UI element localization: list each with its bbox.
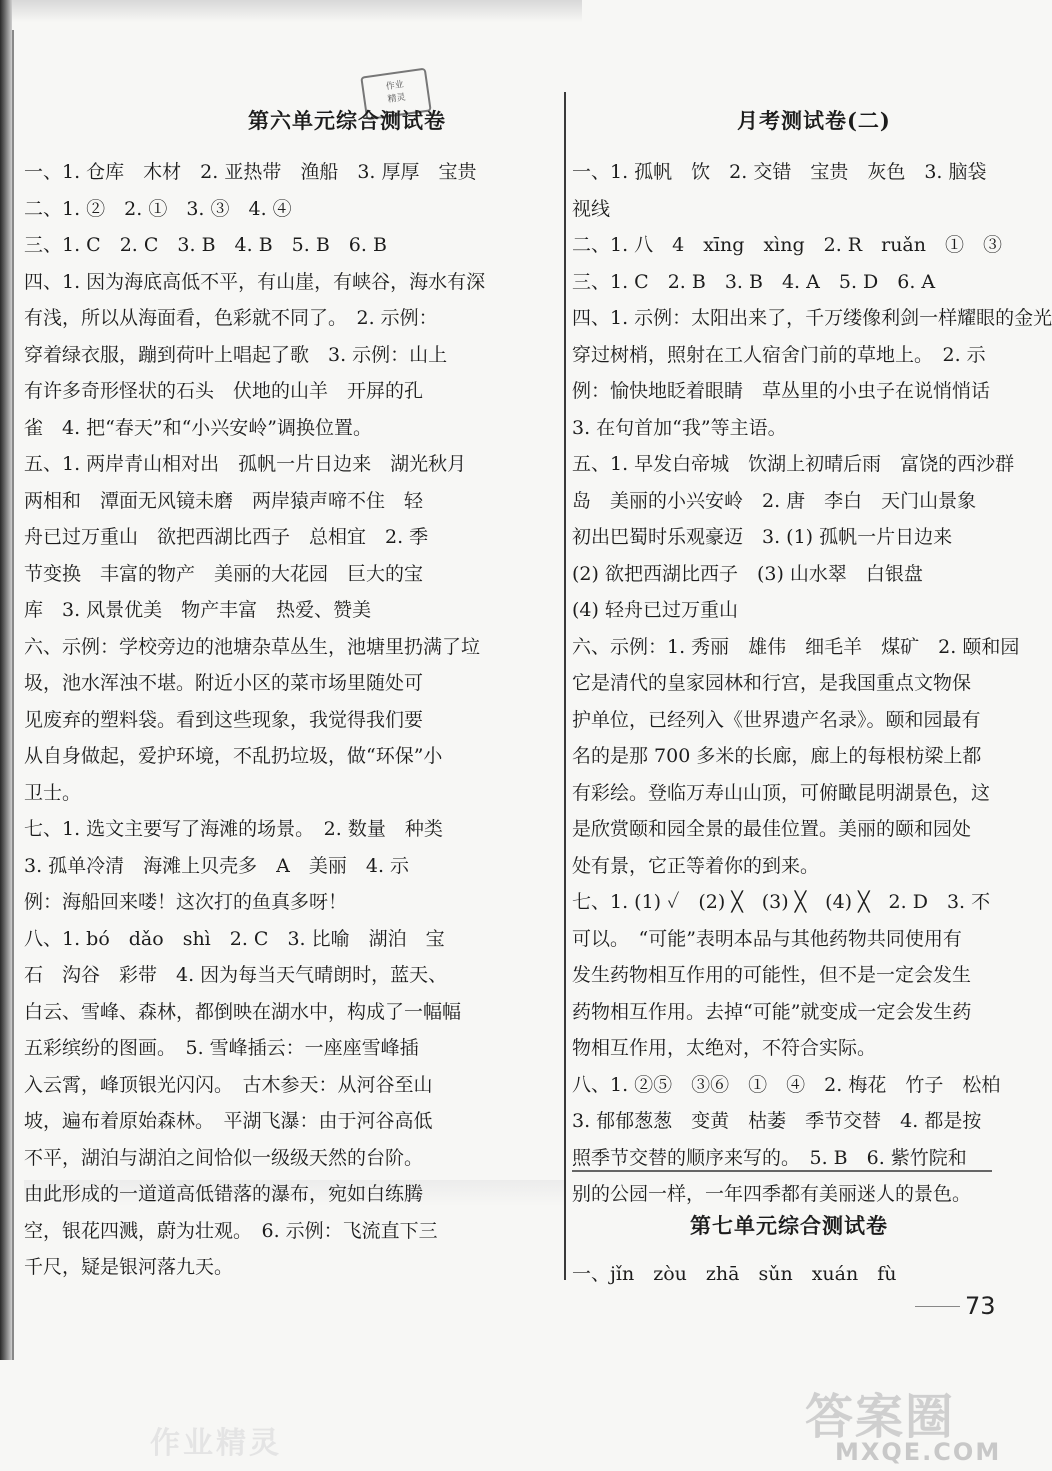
right-answer-line: 五、1. 早发白帝城 饮湖上初晴后雨 富饶的西沙群 xyxy=(572,453,1015,475)
left-margin-rule xyxy=(12,30,14,1360)
left-answer-line: 例：海船回来喽！这次打的鱼真多呀！ xyxy=(24,891,348,913)
left-answer-line: 有浅，所以从海面看，色彩就不同了。 2. 示例： xyxy=(24,307,438,329)
left-answer-line: 见废弃的塑料袋。看到这些现象，我觉得我们要 xyxy=(24,708,424,731)
page-number-rule xyxy=(915,1306,960,1307)
right-answer-line: 六、示例：1. 秀丽 雄伟 细毛羊 煤矿 2. 颐和园 xyxy=(572,635,1020,658)
left-answer-line: 卫士。 xyxy=(24,781,82,804)
right-answer-line: 是欣赏颐和园全景的最佳位置。美丽的颐和园处 xyxy=(572,818,972,840)
right-answer-line: 可以。 “可能”表明本品与其他药物共同使用有 xyxy=(572,927,962,950)
right-answer-line: 有彩绘。登临万寿山山顶，可俯瞰昆明湖景色，这 xyxy=(572,781,991,804)
left-answer-line: 三、1. C 2. C 3. B 4. B 5. B 6. B xyxy=(24,234,387,256)
left-answer-line: 一、1. 仓库 木材 2. 亚热带 渔船 3. 厚厚 宝贵 xyxy=(24,161,477,183)
left-answer-line: 有许多奇形怪状的石头 伏地的山羊 开屏的孔 xyxy=(24,380,424,402)
left-answer-line: 二、1. ② 2. ① 3. ③ 4. ④ xyxy=(24,197,292,220)
stamp-line2: 精灵 xyxy=(387,92,407,106)
left-answer-line: 石 沟谷 彩带 4. 因为每当天气晴朗时，蓝天、 xyxy=(24,964,448,986)
right-answer-line: 三、1. C 2. B 3. B 4. A 5. D 6. A xyxy=(572,270,936,293)
left-answer-line: 节变换 丰富的物产 美丽的大花园 巨大的宝 xyxy=(24,562,424,585)
right-answer-line: 名的是那 700 多米的长廊，廊上的每根枋梁上都 xyxy=(572,745,982,767)
right-answer-line: 3. 在句首加“我”等主语。 xyxy=(572,416,787,439)
page-binding-edge xyxy=(0,0,12,1360)
left-answer-line: 空，银花四溅，蔚为壮观。 6. 示例：飞流直下三 xyxy=(24,1219,438,1242)
right-section-title-2: 第七单元综合测试卷 xyxy=(690,1213,888,1238)
left-answer-line: 从自身做起，爱护环境，不乱扔垃圾，做“环保”小 xyxy=(24,745,443,767)
left-answer-line: 八、1. bó dǎo shì 2. C 3. 比喻 湖泊 宝 xyxy=(24,927,445,950)
watermark-logo-line2: MXQE.COM xyxy=(835,1438,1002,1466)
right-answer-line: 一、1. 孤帆 饮 2. 交错 宝贵 灰色 3. 脑袋 xyxy=(572,161,987,183)
right-last-line: 一、jǐn zòu zhā sǔn xuán fù xyxy=(572,1263,897,1285)
right-answer-line: 八、1. ②⑤ ③⑥ ① ④ 2. 梅花 竹子 松柏 xyxy=(572,1073,1001,1096)
stamp-line1: 作业 xyxy=(385,79,405,93)
left-answer-line: 两相和 潭面无风镜未磨 两岸猿声啼不住 轻 xyxy=(24,489,424,512)
left-answer-line: 四、1. 因为海底高低不平，有山崖，有峡谷，海水有深 xyxy=(24,270,486,293)
right-answer-line: 药物相互作用。去掉“可能”就变成一定会发生药 xyxy=(572,1000,972,1023)
left-answer-line: 六、示例：学校旁边的池塘杂草丛生，池塘里扔满了垃 xyxy=(24,635,481,658)
right-answer-line: 二、1. 八 4 xīng xìng 2. R ruǎn ① ③ xyxy=(572,234,1002,256)
left-answer-line: 不平，湖泊与湖泊之间恰似一级级天然的台阶。 xyxy=(24,1146,424,1169)
left-answer-line: 穿着绿衣服，蹦到荷叶上唱起了歌 3. 示例：山上 xyxy=(24,343,448,366)
section-separator xyxy=(572,1170,992,1172)
right-answer-line: 3. 郁郁葱葱 变黄 枯萎 季节交替 4. 都是按 xyxy=(572,1110,982,1132)
left-answer-line: 舟已过万重山 欲把西湖比西子 总相宜 2. 季 xyxy=(24,526,429,548)
right-section-title: 月考测试卷(二) xyxy=(737,108,891,133)
left-answer-line: 白云、雪峰、森林，都倒映在湖水中，构成了一幅幅 xyxy=(24,1000,462,1023)
right-answer-line: (2) 欲把西湖比西子 (3) 山水翠 白银盘 xyxy=(572,562,923,585)
left-section-title: 第六单元综合测试卷 xyxy=(248,108,446,133)
page-number: 73 xyxy=(965,1292,996,1320)
left-answer-line: 七、1. 选文主要写了海滩的场景。 2. 数量 种类 xyxy=(24,818,443,840)
left-answer-line: 由此形成的一道道高低错落的瀑布，宛如白练腾 xyxy=(24,1183,424,1205)
column-divider xyxy=(564,92,566,1280)
left-answer-line: 圾，池水浑浊不堪。附近小区的菜市场里随处可 xyxy=(24,672,424,694)
watermark-logo-line1: 答案圈 xyxy=(805,1389,956,1445)
left-answer-line: 坡，遍布着原始森林。 平湖飞瀑：由于河谷高低 xyxy=(24,1110,433,1132)
left-answer-line: 雀 4. 把“春天”和“小兴安岭”调换位置。 xyxy=(24,416,373,439)
right-answer-line: 照季节交替的顺序来写的。 5. B 6. 紫竹院和 xyxy=(572,1146,967,1169)
right-answer-line: 护单位，已经列入《世界遗产名录》。颐和园最有 xyxy=(572,708,981,731)
top-shadow xyxy=(12,0,582,22)
left-answer-line: 千尺，疑是银河落九天。 xyxy=(24,1256,234,1278)
right-answer-line: 岛 美丽的小兴安岭 2. 唐 李白 天门山景象 xyxy=(572,489,977,512)
left-answer-line: 入云霄，峰顶银光闪闪。 古木参天：从河谷至山 xyxy=(24,1073,433,1096)
left-answer-line: 五彩缤纷的图画。 5. 雪峰插云：一座座雪峰插 xyxy=(24,1037,419,1059)
right-answer-line: 七、1. (1) ✓ (2) ╳ (3) ╳ (4) ╳ 2. D 3. 不 xyxy=(572,891,991,913)
right-answer-line: 四、1. 示例：太阳出来了，千万缕像利剑一样耀眼的金光 xyxy=(572,307,1052,329)
watermark-logo xyxy=(805,1378,1002,1468)
left-answer-line: 五、1. 两岸青山相对出 孤帆一片日边来 湖光秋月 xyxy=(24,453,467,475)
right-answer-line: (4) 轻舟已过万重山 xyxy=(572,599,738,621)
right-answer-line: 例：愉快地眨着眼睛 草丛里的小虫子在说悄悄话 xyxy=(572,380,991,402)
right-answer-line: 视线 xyxy=(572,197,611,220)
right-answer-line: 物相互作用，太绝对，不符合实际。 xyxy=(572,1037,877,1059)
left-answer-line: 3. 孤单冷清 海滩上贝壳多 A 美丽 4. 示 xyxy=(24,854,410,877)
right-answer-line: 初出巴蜀时乐观豪迈 3. (1) 孤帆一片日边来 xyxy=(572,526,953,548)
right-answer-line: 穿过树梢，照射在工人宿舍门前的草地上。 2. 示 xyxy=(572,343,986,366)
left-answer-line: 库 3. 风景优美 物产丰富 热爱、赞美 xyxy=(24,599,372,621)
right-answer-line: 处有景，它正等着你的到来。 xyxy=(572,854,820,877)
right-answer-line: 它是清代的皇家园林和行宫，是我国重点文物保 xyxy=(572,672,972,694)
right-answer-line: 发生药物相互作用的可能性，但不是一定会发生 xyxy=(572,964,972,986)
watermark-text: 作业精灵 xyxy=(150,1426,282,1461)
right-answer-line: 别的公园一样，一年四季都有美丽迷人的景色。 xyxy=(572,1183,972,1205)
